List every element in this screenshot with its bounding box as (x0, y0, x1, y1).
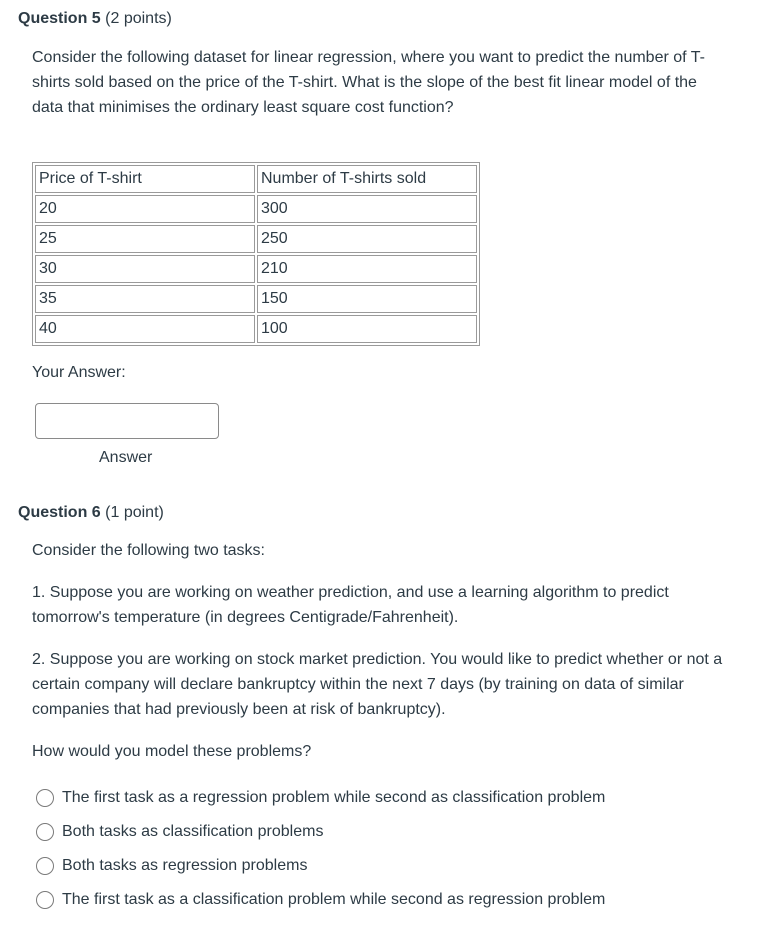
question-6-question: How would you model these problems? (32, 743, 312, 760)
table-cell-sold: 100 (257, 315, 477, 343)
table-cell-price: 25 (35, 225, 255, 253)
question-6-intro: Consider the following two tasks: (32, 542, 265, 559)
table-row (35, 255, 477, 283)
option-label: Both tasks as classification problems (62, 823, 324, 840)
question-6-task-2: 2. Suppose you are working on stock market prediction. You would like to predict whether or not a certain company will declare bankruptcy within the next 7 days (by training on data of similar companies that had previously been at risk of bankruptcy). (32, 651, 723, 718)
question-5-title: Question 5 (18, 10, 101, 27)
question-6-header (18, 504, 164, 522)
table-cell-price: 20 (35, 195, 255, 223)
table-cell-sold: 300 (257, 195, 477, 223)
table-row (35, 195, 477, 223)
radio-button[interactable] (36, 891, 54, 909)
option-both-classification[interactable] (36, 820, 323, 844)
radio-button[interactable] (36, 789, 54, 807)
table-cell-price: 35 (35, 285, 255, 313)
table-header-row (35, 165, 477, 193)
option-label: The first task as a regression problem while second as classification problem (62, 789, 606, 806)
table-row (35, 225, 477, 253)
table-row (35, 285, 477, 313)
question-6-points: (1 point) (105, 504, 164, 521)
table-cell-price: 40 (35, 315, 255, 343)
question-5-prompt: Consider the following dataset for linear regression, where you want to predict the number of T-shirts sold based on the price of the T-shirt. What is the slope of the best fit linear model of the data that minimises the ordinary least square cost function? (32, 49, 705, 116)
option-label: The first task as a classification problem while second as regression problem (62, 891, 606, 908)
question-6-title: Question 6 (18, 504, 101, 521)
option-label: Both tasks as regression problems (62, 857, 308, 874)
dataset-table (32, 162, 480, 346)
table-header-price: Price of T-shirt (35, 165, 255, 193)
question-5-points: (2 points) (105, 10, 172, 27)
table-cell-sold: 250 (257, 225, 477, 253)
table-cell-sold: 210 (257, 255, 477, 283)
answer-caption: Answer (99, 449, 153, 466)
your-answer-label: Your Answer: (32, 364, 126, 381)
option-regression-classification[interactable] (36, 786, 605, 810)
radio-button[interactable] (36, 857, 54, 875)
table-cell-price: 30 (35, 255, 255, 283)
question-6-task-1: 1. Suppose you are working on weather prediction, and use a learning algorithm to predict tomorrow's temperature (in degrees Centigrade/Fahrenheit). (32, 584, 669, 626)
radio-button[interactable] (36, 823, 54, 841)
table-header-sold: Number of T-shirts sold (257, 165, 477, 193)
question-5-header (18, 10, 172, 28)
table-row (35, 315, 477, 343)
option-both-regression[interactable] (36, 854, 307, 878)
table-cell-sold: 150 (257, 285, 477, 313)
option-classification-regression[interactable] (36, 888, 605, 912)
answer-input[interactable] (35, 403, 219, 439)
